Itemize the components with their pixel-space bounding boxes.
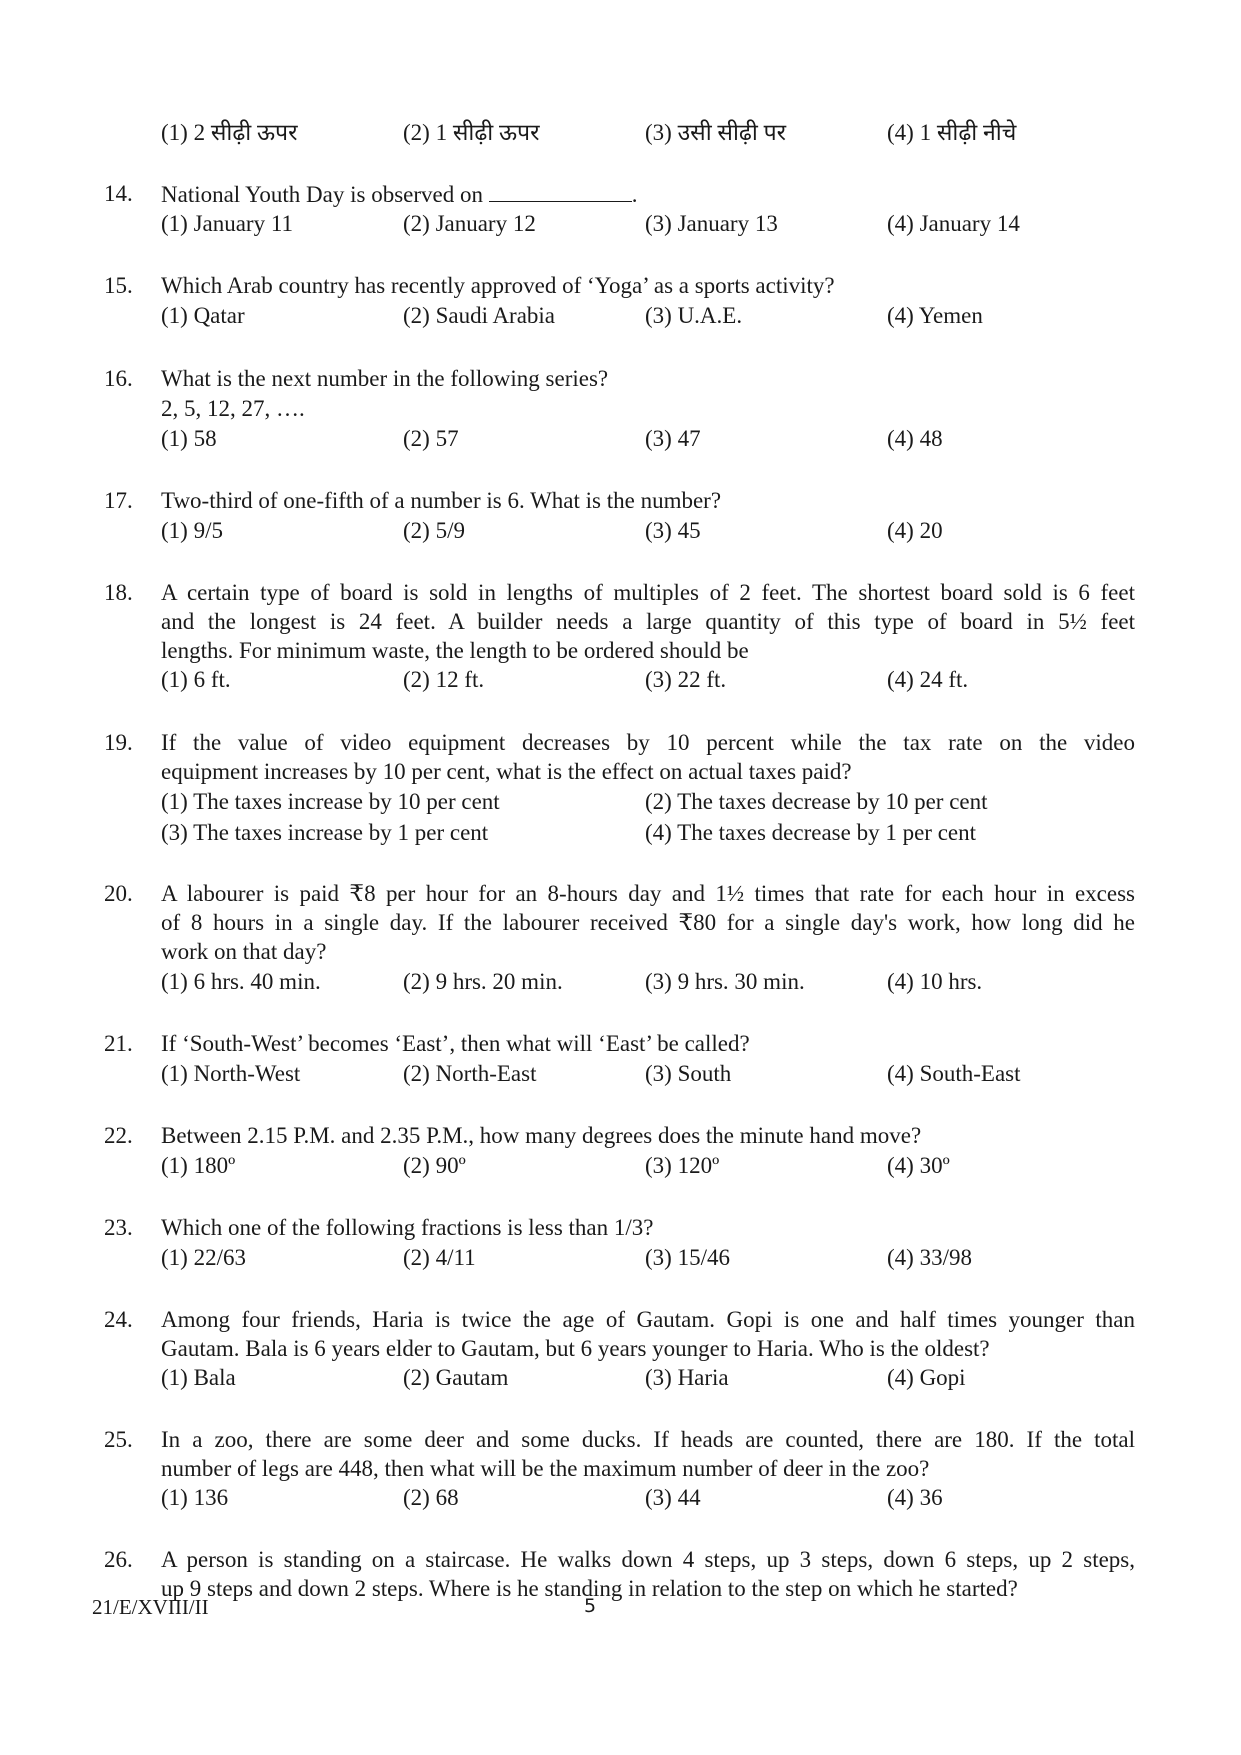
option-4: (4) South-East [887, 1061, 1021, 1086]
option-3: (3) 44 [645, 1485, 701, 1510]
question-text: A person is standing on a staircase. He walks down 4 steps, up 3 steps, down 6 steps, up 2 steps, [161, 1547, 1135, 1572]
question-text: What is the next number in the following series? [161, 366, 609, 391]
option-2: (2) 1 सीढ़ी ऊपर [403, 120, 540, 145]
question-text: A certain type of board is sold in lengths of multiples of 2 feet. The shortest board sold is 6 feet [161, 580, 1135, 605]
option-2: (2) 4/11 [403, 1245, 476, 1270]
option-3: (3) उसी सीढ़ी पर [645, 120, 787, 145]
question-number: 14. [104, 181, 133, 206]
option-1: (1) Qatar [161, 303, 245, 328]
question-number: 18. [104, 580, 133, 605]
option-3: (3) 47 [645, 426, 701, 451]
answer-blank [489, 179, 632, 202]
question-text-line: 2, 5, 12, 27, …. [161, 396, 305, 421]
paper-code: 21/E/XVIII/II [92, 1595, 209, 1619]
option-2: (2) Gautam [403, 1365, 509, 1390]
question-text: If ‘South-West’ becomes ‘East’, then what will ‘East’ be called? [161, 1031, 750, 1056]
question-number: 21. [104, 1031, 133, 1056]
question-number: 15. [104, 273, 133, 298]
option-3: (3) January 13 [645, 211, 778, 236]
question-text: Which one of the following fractions is less than 1/3? [161, 1215, 654, 1240]
question-text-line: Gautam. Bala is 6 years elder to Gautam, but 6 years younger to Haria. Who is the oldest? [161, 1336, 990, 1361]
question-text-line: of 8 hours in a single day. If the labourer received ₹80 for a single day's work, how long did he [161, 910, 1135, 935]
option-3: (3) 22 ft. [645, 667, 727, 692]
option-1: (1) 136 [161, 1485, 229, 1510]
option-4: (4) January 14 [887, 211, 1020, 236]
option-3: (3) 15/46 [645, 1245, 730, 1270]
question-text-line: work on that day? [161, 939, 327, 964]
page-number: 5 [584, 1595, 597, 1617]
option-2: (2) 12 ft. [403, 667, 485, 692]
question-number: 17. [104, 488, 133, 513]
question-text: Two-third of one-fifth of a number is 6. What is the number? [161, 488, 722, 513]
option-3: (3) South [645, 1061, 732, 1086]
question-text-line: number of legs are 448, then what will be the maximum number of deer in the zoo? [161, 1456, 930, 1481]
question-number: 23. [104, 1215, 133, 1240]
question-number: 19. [104, 730, 133, 755]
option-4: (4) 33/98 [887, 1245, 972, 1270]
question-text: Among four friends, Haria is twice the age of Gautam. Gopi is one and half times younger than [161, 1307, 1135, 1332]
option-1: (1) 6 hrs. 40 min. [161, 969, 321, 994]
option-3: (3) Haria [645, 1365, 729, 1390]
option-1: (1) January 11 [161, 211, 293, 236]
option-4: (4) 1 सीढ़ी नीचे [887, 120, 1017, 145]
option-2: (2) North-East [403, 1061, 537, 1086]
question-text: A labourer is paid ₹8 per hour for an 8-hours day and 1½ times that rate for each hour in excess [161, 881, 1135, 906]
option-1: (1) 6 ft. [161, 667, 231, 692]
option-2: (2) The taxes decrease by 10 per cent [645, 789, 988, 814]
question-text: Between 2.15 P.M. and 2.35 P.M., how many degrees does the minute hand move? [161, 1123, 922, 1148]
option-2: (2) 90º [403, 1153, 466, 1178]
question-number: 22. [104, 1123, 133, 1148]
option-1: (1) 22/63 [161, 1245, 246, 1270]
option-2: (2) January 12 [403, 211, 536, 236]
question-text: Which Arab country has recently approved of ‘Yoga’ as a sports activity? [161, 273, 835, 298]
option-4: (4) 24 ft. [887, 667, 969, 692]
question-number: 26. [104, 1547, 133, 1572]
question-text-line: up 9 steps and down 2 steps. Where is he standing in relation to the step on which he started? [161, 1576, 1018, 1601]
option-4: (4) 10 hrs. [887, 969, 983, 994]
option-1: (1) Bala [161, 1365, 236, 1390]
option-1: (1) 180º [161, 1153, 236, 1178]
option-1: (1) North-West [161, 1061, 301, 1086]
question-number: 20. [104, 881, 133, 906]
question-number: 16. [104, 366, 133, 391]
option-2: (2) 68 [403, 1485, 459, 1510]
question-text-line: lengths. For minimum waste, the length to be ordered should be [161, 638, 749, 663]
option-4: (4) The taxes decrease by 1 per cent [645, 820, 976, 845]
option-3: (3) 45 [645, 518, 701, 543]
question-text: If the value of video equipment decreases by 10 percent while the tax rate on the video [161, 730, 1135, 755]
question-number: 24. [104, 1307, 133, 1332]
option-2: (2) Saudi Arabia [403, 303, 556, 328]
option-4: (4) Yemen [887, 303, 983, 328]
question-text-line: equipment increases by 10 per cent, what is the effect on actual taxes paid? [161, 759, 852, 784]
question-text: National Youth Day is observed on . [161, 179, 1135, 210]
option-3: (3) 9 hrs. 30 min. [645, 969, 805, 994]
option-1: (1) The taxes increase by 10 per cent [161, 789, 500, 814]
option-4: (4) 30º [887, 1153, 950, 1178]
option-4: (4) Gopi [887, 1365, 966, 1390]
question-text: In a zoo, there are some deer and some ducks. If heads are counted, there are 180. If the total [161, 1427, 1135, 1452]
option-4: (4) 48 [887, 426, 943, 451]
option-2: (2) 57 [403, 426, 459, 451]
option-3: (3) U.A.E. [645, 303, 743, 328]
option-4: (4) 36 [887, 1485, 943, 1510]
question-number: 25. [104, 1427, 133, 1452]
option-1: (1) 2 सीढ़ी ऊपर [161, 120, 298, 145]
option-4: (4) 20 [887, 518, 943, 543]
option-1: (1) 58 [161, 426, 217, 451]
option-3: (3) 120º [645, 1153, 720, 1178]
option-1: (1) 9/5 [161, 518, 223, 543]
option-2: (2) 5/9 [403, 518, 465, 543]
option-2: (2) 9 hrs. 20 min. [403, 969, 563, 994]
question-text-line: and the longest is 24 feet. A builder needs a large quantity of this type of board in 5½ feet [161, 609, 1135, 634]
option-3: (3) The taxes increase by 1 per cent [161, 820, 489, 845]
